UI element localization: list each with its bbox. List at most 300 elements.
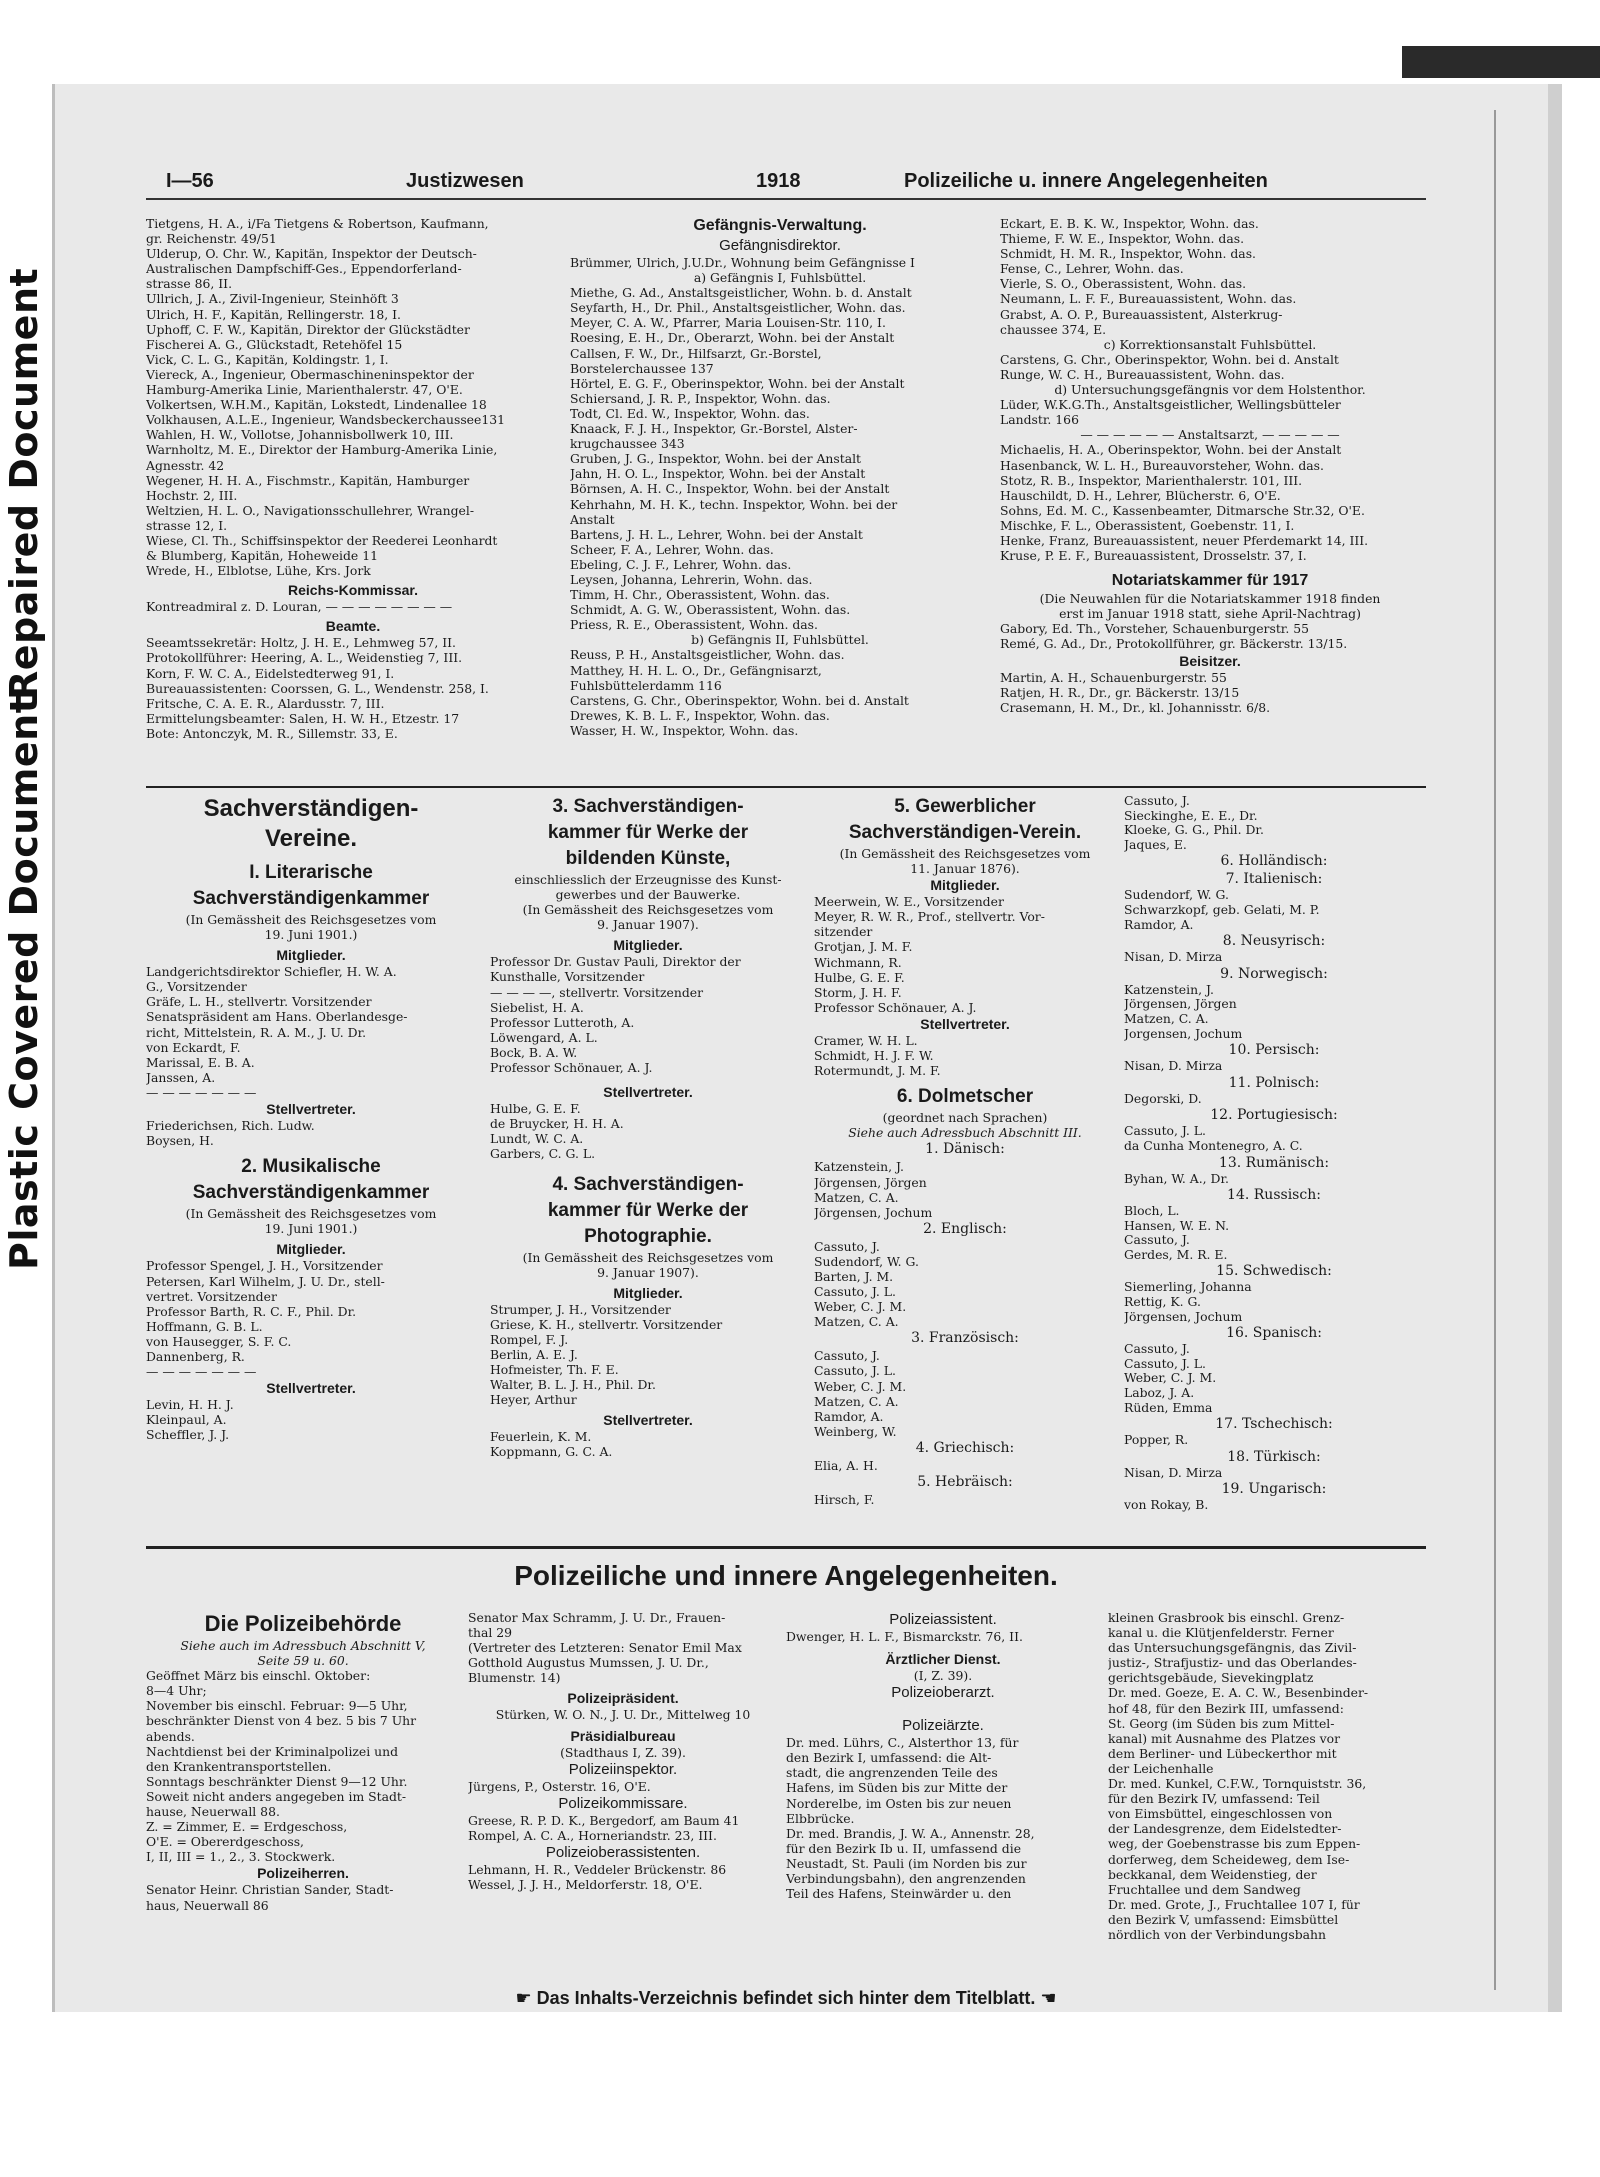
list-line: krugchaussee 343 <box>570 436 685 452</box>
lang-hollaendisch: 6. Holländisch: <box>1220 853 1328 870</box>
list-line: Gabory, Ed. Th., Vorsteher, Schauenburgerstr. 55 <box>1000 621 1310 637</box>
list-line: Hamburg-Amerika Linie, Marienthalerstr. 47, O'E. <box>146 382 463 398</box>
photo-mitglieder-list <box>490 1302 806 1408</box>
tschechisch-list <box>1124 1433 1424 1448</box>
divider-middle <box>146 1546 1426 1549</box>
list-line: haus, Neuerwall 86 <box>146 1897 269 1913</box>
lang-schwedisch: 15. Schwedisch: <box>1216 1263 1332 1280</box>
hebraeisch-list <box>814 1492 1116 1507</box>
list-line: Dr. med. Brandis, J. W. A., Annenstr. 28, <box>786 1825 1035 1841</box>
list-line: Degorski, D. <box>1124 1091 1202 1106</box>
lang-ungarisch: 19. Ungarisch: <box>1221 1481 1327 1498</box>
list-line: kleinen Grasbrook bis einschl. Grenz- <box>1108 1610 1345 1625</box>
lang-englisch: 2. Englisch: <box>923 1220 1007 1237</box>
polizeiherren-heading: Polizeiherren. <box>257 1865 349 1882</box>
list-line: Ratjen, H. R., Dr., gr. Bäckerstr. 13/15 <box>1000 684 1240 700</box>
list-line: beschränkter Dienst von 4 bez. 5 bis 7 Uhr <box>146 1713 417 1729</box>
list-line: Boysen, H. <box>146 1133 214 1149</box>
list-line: Ermittelungsbeamter: Salen, H. W. H., Etzestr. 17 <box>146 710 460 726</box>
list-line: Cassuto, J. <box>1124 794 1190 808</box>
mus-mitglieder-list <box>146 1258 476 1379</box>
list-line: Knaack, F. J. H., Inspektor, Gr.-Borstel, Alster- <box>570 421 858 437</box>
ungarisch-list <box>1124 1498 1424 1513</box>
korrektionsanstalt-list <box>1000 352 1420 382</box>
notariatskammer-title: Notariatskammer für 1917 <box>1111 572 1309 590</box>
list-line: Senator Heinr. Christian Sander, Stadt- <box>146 1882 394 1898</box>
oeffnungszeiten-list <box>146 1668 460 1864</box>
gewerblich-stellvertreter-list <box>814 1033 1116 1078</box>
list-line: Leysen, Johanna, Lehrerin, Wohn. das. <box>570 571 813 587</box>
list-line: Hulbe, G. E. F. <box>490 1101 581 1117</box>
list-line: Blumenstr. 14) <box>468 1670 561 1686</box>
list-line: Fuhlsbüttelerdamm 116 <box>570 677 722 693</box>
list-line: Protokollführer: Heering, A. L., Weidenstieg 7, III. <box>146 650 463 666</box>
gefaengnis-2-heading: b) Gefängnis II, Fuhlsbüttel. <box>691 632 869 648</box>
page-number: I—56 <box>166 170 214 192</box>
notariatskammer-list <box>1000 621 1420 651</box>
list-line: gerichtsgebäude, Sievekingplatz <box>1108 1670 1314 1686</box>
list-line: Scheer, F. A., Lehrer, Wohn. das. <box>570 541 774 557</box>
list-line: Ramdor, A. <box>814 1408 884 1424</box>
repaired-document-label: Repaired Document <box>2 267 46 700</box>
list-line: Hansen, W. E. N. <box>1124 1218 1230 1233</box>
list-line: Friederichsen, Rich. Ludw. <box>146 1118 315 1134</box>
rumaenisch-list <box>1124 1172 1424 1187</box>
list-line: hof 48, für den Bezirk III, umfassend: <box>1108 1700 1344 1716</box>
list-line: Jörgensen, Jörgen <box>814 1174 927 1190</box>
list-line: Soweit nicht anders angegeben im Stadt- <box>146 1788 407 1804</box>
list-line: Agnesstr. 42 <box>146 457 225 473</box>
list-line: Wiese, Cl. Th., Schiffsinspektor der Reederei Leonhardt <box>146 532 498 548</box>
list-line: Seeamtssekretär: Holtz, J. H. E., Lehmweg 57, II. <box>146 635 456 651</box>
list-line: Nisan, D. Mirza <box>1124 1465 1223 1480</box>
list-line: Cassuto, J. L. <box>814 1363 896 1379</box>
list-line: Gerdes, M. R. E. <box>1124 1247 1228 1262</box>
list-line: Anstalt <box>570 511 615 527</box>
list-line: Ramdor, A. <box>1124 917 1194 932</box>
list-line: dem Berliner- und Lübeckerthor mit <box>1108 1745 1337 1761</box>
list-line: Hoffmann, G. B. L. <box>146 1318 263 1334</box>
list-line: Wichmann, R. <box>814 954 902 970</box>
italienisch-list <box>1124 888 1424 932</box>
sv-title-1: Sachverständigen- <box>203 795 419 822</box>
list-line: Schmidt, A. G. W., Oberassistent, Wohn. das. <box>570 602 851 618</box>
gewerblich-law-1: (In Gemässheit des Reichsgesetzes vom <box>839 846 1091 861</box>
list-line: kanal) mit Ausnahme des Platzes vor <box>1108 1730 1341 1746</box>
column-2-upper <box>570 216 990 826</box>
musikalische-heading-2: Sachverständigenkammer <box>192 1182 430 1204</box>
list-line: Wahlen, H. W., Vollotse, Johannisbollwerk 10, III. <box>146 427 454 443</box>
list-line: Seyfarth, H., Dr. Phil., Anstaltsgeistlicher, Wohn. das. <box>570 300 906 316</box>
photo-heading-2: kammer für Werke der <box>547 1199 749 1221</box>
literarische-heading-1: I. Literarische <box>249 862 373 883</box>
mus-law-1: (In Gemässheit des Reichsgesetzes vom <box>185 1206 437 1222</box>
list-line: Hauschildt, D. H., Lehrer, Blücherstr. 6, O'E. <box>1000 487 1281 503</box>
tuerkisch-list <box>1124 1466 1424 1481</box>
list-line: Schmidt, H. J. F. W. <box>814 1048 934 1064</box>
list-line: (Vertreter des Letzteren: Senator Emil Max <box>468 1640 742 1656</box>
column-1-upper <box>146 216 560 826</box>
list-line: Todt, Cl. Ed. W., Inspektor, Wohn. das. <box>570 405 810 421</box>
header-left-title: Justizwesen <box>406 170 524 192</box>
list-line: Volkhausen, A.L.E., Ingenieur, Wandsbeckerchaussee131 <box>146 412 505 428</box>
list-line: Kloeke, G. G., Phil. Dr. <box>1124 823 1264 838</box>
persisch-list <box>1124 1059 1424 1074</box>
list-line: den Bezirk I, umfassend: die Alt- <box>786 1750 992 1766</box>
polizeibehoerde-ref-1: Siehe auch im Adressbuch Abschnitt V, <box>180 1638 426 1653</box>
polizeibehoerde-ref-2: Seite 59 u. 60. <box>257 1653 349 1669</box>
list-line: Löwengard, A. L. <box>490 1029 598 1045</box>
list-line: beckkanal, dem Weidenstieg, der <box>1108 1866 1317 1882</box>
list-line: Nisan, D. Mirza <box>1124 950 1223 965</box>
literarische-heading-2: Sachverständigenkammer <box>192 888 430 909</box>
list-line: Hörtel, E. G. F., Oberinspektor, Wohn. bei der Anstalt <box>570 375 905 391</box>
lang-franzoesisch: 3. Französisch: <box>911 1330 1019 1347</box>
kunst-mitglieder-list <box>490 954 806 1075</box>
sachverstaendigen-col-2 <box>490 794 806 1554</box>
list-line: Dr. med. Goeze, E. A. C. W., Besenbinder- <box>1108 1685 1369 1701</box>
list-line: Wegener, H. H. A., Fischmstr., Kapitän, Hamburger <box>146 472 470 488</box>
list-line: Crasemann, H. M., Dr., kl. Johannisstr. 6/8. <box>1000 699 1271 715</box>
list-line: Sudendorf, W. G. <box>814 1253 919 1269</box>
reichs-kommissar-heading: Reichs-Kommissar. <box>288 582 418 599</box>
list-line: November bis einschl. Februar: 9—5 Uhr, <box>146 1698 408 1714</box>
list-line: Strumper, J. H., Vorsitzender <box>490 1301 671 1317</box>
scan-edge-band <box>1402 46 1600 78</box>
list-line: Elia, A. H. <box>814 1457 878 1473</box>
praesidialbureau-heading: Präsidialbureau <box>570 1727 676 1744</box>
list-line: Vick, C. L. G., Kapitän, Koldingstr. 1, I. <box>146 351 389 367</box>
list-line: Professor Schönauer, A. J. <box>490 1060 653 1076</box>
polizei-main-title: Polizeiliche und innere Angelegenheiten. <box>514 1560 1058 1591</box>
list-line: Meyer, C. A. W., Pfarrer, Maria Louisen-Str. 110, I. <box>570 315 886 331</box>
list-line: Dr. med. Lührs, C., Alsterthor 13, für <box>786 1735 1019 1751</box>
list-line: Börnsen, A. H. C., Inspektor, Wohn. bei der Anstalt <box>570 481 890 497</box>
lit-mitglieder-list <box>146 964 476 1100</box>
list-line: Bote: Antonczyk, M. R., Sillemstr. 33, E. <box>146 725 398 741</box>
franzoesisch-list <box>814 1348 1116 1439</box>
portugiesisch-list <box>1124 1124 1424 1153</box>
mus-law-2: 19. Juni 1901.) <box>264 1221 358 1237</box>
list-line: der Landesgrenze, dem Eidelstedter- <box>1108 1821 1342 1837</box>
list-line: Storm, J. H. F. <box>814 984 902 1000</box>
lang-persisch: 10. Persisch: <box>1228 1042 1320 1059</box>
aerztlicher-dienst-heading: Ärztlicher Dienst. <box>885 1651 1001 1668</box>
list-line: Australischen Dampfschiff-Ges., Eppendorferland- <box>146 261 462 277</box>
polizeioberassistenten-list <box>468 1862 778 1892</box>
kunst-law-1: (In Gemässheit des Reichsgesetzes vom <box>522 902 774 918</box>
list-line: Wessel, J. J. H., Meldorferstr. 18, O'E. <box>468 1877 703 1893</box>
lang-norwegisch: 9. Norwegisch: <box>1220 965 1328 982</box>
list-line: Rotermundt, J. M. F. <box>814 1063 941 1079</box>
photo-stellvertreter-list <box>490 1429 806 1459</box>
untersuchungsgefaengnis-list <box>1000 397 1420 427</box>
englisch-list <box>814 1239 1116 1330</box>
list-line: vertret. Vorsitzender <box>146 1288 277 1304</box>
beisitzer-list <box>1000 670 1420 715</box>
list-line: Neumann, L. F. F., Bureauassistent, Wohn. das. <box>1000 291 1297 307</box>
list-line: sitzender <box>814 924 873 940</box>
list-line: Drewes, K. B. L. F., Inspektor, Wohn. das. <box>570 707 830 723</box>
polizeiinspektor-heading: Polizeiinspektor. <box>568 1760 678 1778</box>
list-line: da Cunha Montenegro, A. C. <box>1124 1138 1303 1153</box>
list-line: Grabst, A. O. P., Bureauassistent, Alsterkrug- <box>1000 306 1283 322</box>
list-line: Z. = Zimmer, E. = Erdgeschoss, <box>146 1819 348 1835</box>
kunst-note-2: gewerbes und der Bauwerke. <box>555 887 741 903</box>
c3-list-1 <box>1000 216 1420 337</box>
polizeiassistent-heading: Polizeiassistent. <box>889 1611 997 1628</box>
list-line: chaussee 374, E. <box>1000 321 1107 337</box>
schwedisch-list <box>1124 1280 1424 1324</box>
list-line: Rompel, F. J. <box>490 1331 569 1347</box>
kunst-heading-3: bildenden Künste, <box>565 848 731 869</box>
list-line: Jaques, E. <box>1124 837 1187 852</box>
list-line: Berlin, A. E. J. <box>490 1346 578 1362</box>
list-line: Bloch, L. <box>1124 1204 1180 1219</box>
list-line: Heyer, Arthur <box>490 1392 577 1408</box>
gefaengnis-title: Gefängnis-Verwaltung. <box>693 217 867 234</box>
side-label-strip <box>0 150 46 1270</box>
list-line: für den Bezirk IV, umfassend: Teil <box>1108 1791 1320 1807</box>
photo-heading-3: Photographie. <box>584 1225 712 1247</box>
list-line: Kleinpaul, A. <box>146 1412 227 1428</box>
sachverstaendigen-col-4 <box>1124 794 1424 1554</box>
gewerblich-heading-1: 5. Gewerblicher <box>894 796 1036 817</box>
list-line: Tietgens, H. A., i/Fa Tietgens & Robertson, Kaufmann, <box>146 216 489 231</box>
list-line: kanal u. die Klütjenfelderstr. Ferner <box>1108 1625 1334 1641</box>
list-line: Senatspräsident am Hans. Oberlandesge- <box>146 1009 408 1025</box>
list-line: Kunsthalle, Vorsitzender <box>490 969 645 985</box>
list-line: Rettig, K. G. <box>1124 1295 1201 1310</box>
list-line: Borstelerchaussee 137 <box>570 360 714 376</box>
column-3-upper <box>1000 216 1420 826</box>
list-line: Hulbe, G. E. F. <box>814 969 905 985</box>
list-line: Volkertsen, W.H.M., Kapitän, Lokstedt, Lindenallee 18 <box>146 397 487 413</box>
list-line: Warnholtz, M. E., Direktor der Hamburg-Amerika Linie, <box>146 442 498 458</box>
kunst-heading-1: 3. Sachverständigen- <box>552 796 744 817</box>
list-line: Michaelis, H. A., Oberinspektor, Wohn. bei der Anstalt <box>1000 442 1342 458</box>
list-line: Weltzien, H. L. O., Navigationsschullehrer, Wrangel- <box>146 502 475 518</box>
list-line: Weber, C. J. M. <box>1124 1371 1217 1386</box>
dolmetscher-sub: (geordnet nach Sprachen) <box>882 1110 1048 1126</box>
polizeiaerzte-list <box>786 1735 1100 1901</box>
pointing-hand-icon-right: ☚ <box>1040 1988 1057 2008</box>
list-line: Grotjan, J. M. F. <box>814 939 913 955</box>
kunst-law-2: 9. Januar 1907). <box>597 917 699 933</box>
lit-stellvertreter-list <box>146 1118 476 1148</box>
list-line: gr. Reichenstr. 49/51 <box>146 231 277 247</box>
neusyrisch-list <box>1124 950 1424 965</box>
list-line: Ullrich, J. A., Zivil-Ingenieur, Steinhöft 3 <box>146 291 399 307</box>
list-line: Wrede, H., Elblotse, Lühe, Krs. Jork <box>146 563 371 579</box>
list-line: Petersen, Karl Wilhelm, J. U. Dr., stell- <box>146 1273 385 1289</box>
gewerblich-mitglieder-heading: Mitglieder. <box>930 877 1000 894</box>
list-line: Levin, H. H. J. <box>146 1397 234 1413</box>
list-line: das Untersuchungsgefängnis, das Zivil- <box>1108 1640 1357 1656</box>
polizeikommissare-heading: Polizeikommissare. <box>558 1794 688 1812</box>
list-line: Rompel, A. C. A., Horneriandstr. 23, III. <box>468 1827 717 1843</box>
list-line: Sudendorf, W. G. <box>1124 888 1229 903</box>
list-line: Wasser, H. W., Inspektor, Wohn. das. <box>570 722 799 738</box>
polizei-col-1 <box>146 1610 460 1980</box>
lang-neusyrisch: 8. Neusyrisch: <box>1222 933 1326 950</box>
list-line: Katzenstein, J. <box>814 1159 904 1175</box>
list-line: abends. <box>146 1728 195 1744</box>
korrektionsanstalt-heading: c) Korrektionsanstalt Fuhlsbüttel. <box>1103 336 1317 352</box>
gefaengnis-2-list <box>570 647 990 738</box>
list-line: Lehmann, H. R., Veddeler Brückenstr. 86 <box>468 1861 727 1877</box>
list-line: Cassuto, J. L. <box>1124 1124 1206 1139</box>
header-year: 1918 <box>756 170 801 192</box>
photo-stellvertreter-heading: Stellvertreter. <box>603 1412 693 1429</box>
list-line: Byhan, W. A., Dr. <box>1124 1171 1229 1186</box>
list-line: Uphoff, C. F. W., Kapitän, Direktor der Glückstädter <box>146 321 470 337</box>
mus-mitglieder-heading: Mitglieder. <box>276 1241 346 1258</box>
polizeioberassistenten-heading: Polizeioberassistenten. <box>545 1843 701 1861</box>
list-line: den Krankentransportstellen. <box>146 1758 332 1774</box>
list-line: Gotthold Augustus Mumssen, J. U. Dr., <box>468 1655 709 1671</box>
list-line: Schiersand, J. R. P., Inspektor, Wohn. das. <box>570 390 831 406</box>
list-line: Cassuto, J. <box>814 1238 880 1254</box>
list-line: Fritsche, C. A. E. R., Alardusstr. 7, III. <box>146 695 385 711</box>
polnisch-list <box>1124 1092 1424 1107</box>
lang-italienisch: 7. Italienisch: <box>1225 871 1323 888</box>
polizeipraesident-entry: Stürken, W. O. N., J. U. Dr., Mittelweg 10 <box>495 1707 751 1723</box>
footer-text: Das Inhalts-Verzeichnis befindet sich hinter dem Titelblatt. <box>536 1988 1036 2008</box>
list-line: Professor Schönauer, A. J. <box>814 999 977 1015</box>
list-line: Cassuto, J. <box>814 1348 880 1364</box>
list-line: & Blumberg, Kapitän, Hoheweide 11 <box>146 548 378 564</box>
list-line: Cramer, W. H. L. <box>814 1032 918 1048</box>
polizeikommissare-list <box>468 1813 778 1843</box>
list-line: Nisan, D. Mirza <box>1124 1059 1223 1074</box>
list-line: Sohns, Ed. M. C., Kassenbeamter, Ditmarsche Str.32, O'E. <box>1000 502 1365 518</box>
daenisch-list <box>814 1159 1116 1219</box>
list-line: richt, Mittelstein, R. A. M., J. U. Dr. <box>146 1024 367 1040</box>
kommissar-entry: Kontreadmiral z. D. Louran, — — — — — — — — <box>146 599 453 615</box>
lit-law-2: 19. Juni 1901.) <box>264 927 358 943</box>
list-line: Matthey, H. H. L. O., Dr., Gefängnisarzt, <box>570 662 822 678</box>
list-line: von Hausegger, S. F. C. <box>146 1333 292 1349</box>
list-line: Reuss, P. H., Anstaltsgeistlicher, Wohn. das. <box>570 647 845 663</box>
list-line: Ulderup, O. Chr. W., Kapitän, Inspektor der Deutsch- <box>146 246 477 262</box>
list-line: Senator Max Schramm, J. U. Dr., Frauen- <box>468 1610 726 1625</box>
list-line: Popper, R. <box>1124 1433 1189 1448</box>
list-line: für den Bezirk Ib u. II, umfassend die <box>786 1840 1022 1856</box>
lang-griechisch: 4. Griechisch: <box>915 1439 1015 1456</box>
list-line: Cassuto, J. <box>1124 1233 1190 1248</box>
list-line: Hafens, im Süden bis zur Mitte der <box>786 1780 1008 1796</box>
list-line: Bureauassistenten: Coorssen, G. L., Wendenstr. 258, I. <box>146 680 489 696</box>
list-line: Matzen, C. A. <box>1124 1011 1209 1026</box>
list-line: Koppmann, G. C. A. <box>490 1444 613 1460</box>
list-line: Weber, C. J. M. <box>814 1378 907 1394</box>
list-line: Dannenberg, R. <box>146 1348 245 1364</box>
list-line: Barten, J. M. <box>814 1268 894 1284</box>
lang-hebraeisch: 5. Hebräisch: <box>917 1474 1013 1490</box>
list-line: Dr. med. Kunkel, C.F.W., Tornquiststr. 36, <box>1108 1776 1367 1792</box>
list-line: Timm, H. Chr., Oberassistent, Wohn. das. <box>570 587 830 603</box>
list-line: Lundt, W. C. A. <box>490 1131 584 1147</box>
list-line: Professor Barth, R. C. F., Phil. Dr. <box>146 1303 357 1319</box>
list-line: Korn, F. W. C. A., Eidelstedterweg 91, I. <box>146 665 395 681</box>
c1-list <box>146 216 560 578</box>
list-line: Fense, C., Lehrer, Wohn. das. <box>1000 261 1184 277</box>
list-line: weg, der Goebenstrasse bis zum Eppen- <box>1108 1836 1361 1852</box>
list-line: de Bruycker, H. H. A. <box>490 1116 624 1132</box>
beisitzer-heading: Beisitzer. <box>1179 652 1241 669</box>
list-line: dorferweg, dem Scheideweg, dem Ise- <box>1108 1851 1350 1867</box>
list-line: 8—4 Uhr; <box>146 1683 207 1699</box>
list-line: von Eckardt, F. <box>146 1039 241 1055</box>
notariatskammer-note-1: (Die Neuwahlen für die Notariatskammer 1918 finden <box>1039 591 1381 607</box>
polizeiherren-list <box>146 1882 460 1912</box>
lang-rumaenisch: 13. Rumänisch: <box>1218 1154 1330 1171</box>
gefaengnis-1-heading: a) Gefängnis I, Fuhlsbüttel. <box>693 270 867 286</box>
lang-spanisch: 16. Spanisch: <box>1226 1325 1322 1342</box>
list-line: — — — — — — — <box>146 1084 257 1100</box>
list-line: Schwarzkopf, geb. Gelati, M. P. <box>1124 902 1320 917</box>
list-line: Kehrhahn, M. H. K., techn. Inspektor, Wohn. bei der <box>570 496 898 512</box>
list-line: Fischerei A. G., Glückstadt, Retehöfel 15 <box>146 336 403 352</box>
list-line: Viereck, A., Ingenieur, Obermaschineninspektor der <box>146 366 474 382</box>
list-line: Bock, B. A. W. <box>490 1044 578 1060</box>
photo-law-1: (In Gemässheit des Reichsgesetzes vom <box>522 1249 774 1265</box>
list-line: thal 29 <box>468 1625 513 1641</box>
sv-title-2: Vereine. <box>264 825 358 852</box>
norwegisch-list <box>1124 983 1424 1041</box>
polizeipraesident-heading: Polizeipräsident. <box>567 1690 679 1707</box>
anstaltsarzt-line: — — — — — — Anstaltsarzt, — — — — — <box>1080 427 1340 443</box>
list-line: Siemerling, Johanna <box>1124 1280 1252 1295</box>
polizeioberarzt-heading: Polizeioberarzt. <box>891 1684 995 1702</box>
gewerblich-stellvertreter-heading: Stellvertreter. <box>920 1015 1010 1032</box>
polizei-col-4 <box>1108 1610 1424 1980</box>
list-line: hause, Neuerwall 88. <box>146 1804 280 1820</box>
list-line: G., Vorsitzender <box>146 979 247 995</box>
list-line: Remé, G. Ad., Dr., Protokollführer, gr. Bäckerstr. 13/15. <box>1000 636 1348 652</box>
mus-stellvertreter-list <box>146 1397 476 1442</box>
pointing-hand-icon-left: ☛ <box>515 1988 537 2008</box>
list-line: — — — —, stellvertr. Vorsitzender <box>490 984 704 1000</box>
senator-list <box>468 1610 778 1685</box>
list-line: Runge, W. C. H., Bureauassistent, Wohn. das. <box>1000 366 1285 382</box>
list-line: Vierle, S. O., Oberassistent, Wohn. das. <box>1000 276 1247 292</box>
list-line: Hasenbanck, W. L. H., Bureauvorsteher, Wohn. das. <box>1000 457 1324 473</box>
photo-mitglieder-heading: Mitglieder. <box>613 1284 683 1301</box>
gewerblich-heading-2: Sachverständigen-Verein. <box>848 822 1082 843</box>
polizei-col-2 <box>468 1610 778 1980</box>
list-line: Dr. med. Grote, J., Fruchtallee 107 I, für <box>1108 1896 1360 1912</box>
list-line: Schmidt, H. M. R., Inspektor, Wohn. das. <box>1000 246 1256 262</box>
mus-stellvertreter-heading: Stellvertreter. <box>266 1380 356 1397</box>
list-line: von Rokay, B. <box>1124 1498 1209 1513</box>
header-right-title: Polizeiliche u. innere Angelegenheiten <box>904 170 1268 192</box>
notariatskammer-note-2: erst im Januar 1918 statt, siehe April-Nachtrag) <box>1059 606 1361 622</box>
list-line: — — — — — — — <box>146 1364 257 1380</box>
list-line: Matzen, C. A. <box>814 1189 899 1205</box>
list-line: Meerwein, W. E., Vorsitzender <box>814 894 1004 910</box>
list-line: Cassuto, J. L. <box>814 1284 896 1300</box>
list-line: Gruben, J. G., Inspektor, Wohn. bei der Anstalt <box>570 451 862 467</box>
dolmetscher-ref: Siehe auch Adressbuch Abschnitt III. <box>848 1125 1082 1141</box>
direktor-entry: Brümmer, Ulrich, J.U.Dr., Wohnung beim Gefängnisse I <box>570 255 915 270</box>
list-line: Greese, R. P. D. K., Bergedorf, am Baum 41 <box>468 1812 740 1828</box>
gefaengnisdirektor-heading: Gefängnisdirektor. <box>719 237 841 254</box>
list-line: Weber, C. J. M. <box>814 1299 907 1315</box>
kunst-stellvertreter-heading: Stellvertreter. <box>603 1084 693 1101</box>
lit-law-1: (In Gemässheit des Reichsgesetzes vom <box>185 912 437 927</box>
